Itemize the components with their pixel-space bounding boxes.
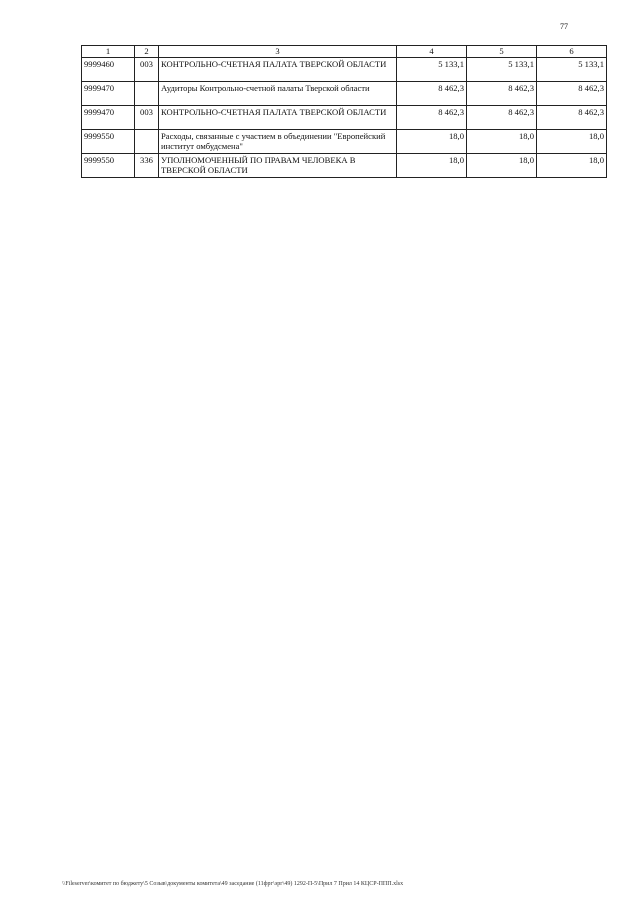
value-cell-4: 18,0 — [397, 153, 467, 177]
value-cell-4: 8 462,3 — [397, 105, 467, 129]
target-code-cell: 9999550 — [82, 129, 135, 153]
department-code-cell: 003 — [135, 57, 159, 81]
department-code-cell: 336 — [135, 153, 159, 177]
value-cell-5: 5 133,1 — [467, 57, 537, 81]
column-header: 1 — [82, 46, 135, 58]
value-cell-6: 5 133,1 — [537, 57, 607, 81]
value-cell-6: 8 462,3 — [537, 81, 607, 105]
name-cell: Расходы, связанные с участием в объединении "Европейский институт омбудсмена" — [159, 129, 397, 153]
value-cell-5: 18,0 — [467, 129, 537, 153]
name-cell: КОНТРОЛЬНО-СЧЕТНАЯ ПАЛАТА ТВЕРСКОЙ ОБЛАСТИ — [159, 57, 397, 81]
table-row — [82, 81, 607, 105]
table-row — [82, 153, 607, 177]
column-header: 6 — [537, 46, 607, 58]
column-header: 5 — [467, 46, 537, 58]
value-cell-6: 18,0 — [537, 153, 607, 177]
table-row — [82, 129, 607, 153]
budget-table — [81, 45, 607, 178]
value-cell-6: 8 462,3 — [537, 105, 607, 129]
value-cell-5: 8 462,3 — [467, 81, 537, 105]
value-cell-5: 8 462,3 — [467, 105, 537, 129]
target-code-cell: 9999470 — [82, 105, 135, 129]
value-cell-4: 5 133,1 — [397, 57, 467, 81]
value-cell-4: 18,0 — [397, 129, 467, 153]
file-path-footer: \\Fileserver\комитет по бюджету\5 Созыв\документы комитета\49 заседание (11фрг\эрг\49) 1292-П-5\Прил 7 Прил 14 КЦСР-ППП.xlsx — [62, 881, 404, 887]
target-code-cell: 9999460 — [82, 57, 135, 81]
table-header-row — [82, 46, 607, 58]
column-header: 2 — [135, 46, 159, 58]
value-cell-5: 18,0 — [467, 153, 537, 177]
department-code-cell — [135, 81, 159, 105]
column-header: 3 — [159, 46, 397, 58]
target-code-cell: 9999550 — [82, 153, 135, 177]
table-row — [82, 57, 607, 81]
column-header: 4 — [397, 46, 467, 58]
value-cell-4: 8 462,3 — [397, 81, 467, 105]
department-code-cell: 003 — [135, 105, 159, 129]
target-code-cell: 9999470 — [82, 81, 135, 105]
value-cell-6: 18,0 — [537, 129, 607, 153]
department-code-cell — [135, 129, 159, 153]
page-number: 77 — [560, 22, 568, 31]
table-row — [82, 105, 607, 129]
name-cell: КОНТРОЛЬНО-СЧЕТНАЯ ПАЛАТА ТВЕРСКОЙ ОБЛАСТИ — [159, 105, 397, 129]
name-cell: Аудиторы Контрольно-счетной палаты Тверской области — [159, 81, 397, 105]
name-cell: УПОЛНОМОЧЕННЫЙ ПО ПРАВАМ ЧЕЛОВЕКА В ТВЕРСКОЙ ОБЛАСТИ — [159, 153, 397, 177]
